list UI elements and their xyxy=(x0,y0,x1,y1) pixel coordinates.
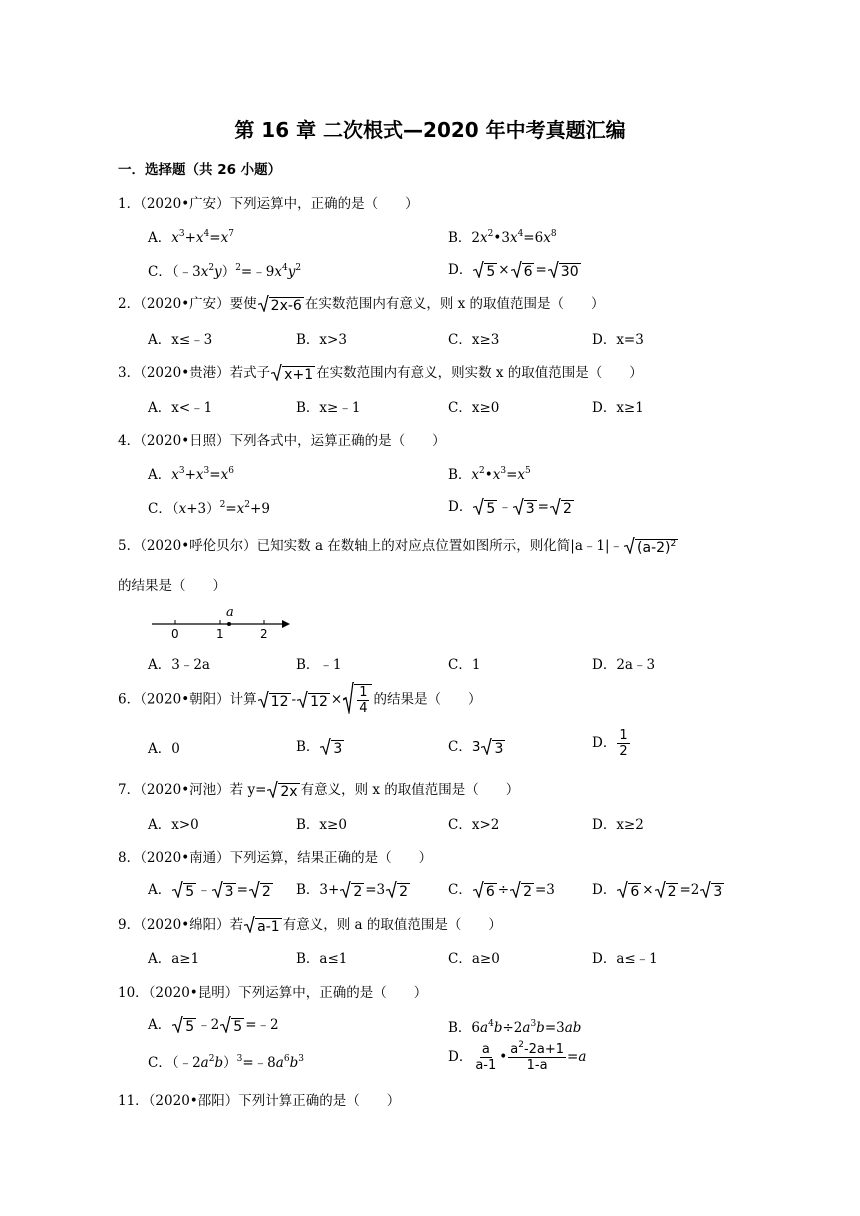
number-line-figure xyxy=(150,600,290,640)
question-6-stem: 6．（2020•朝阳）计算 12 - 12 × $\frac{1}{4}$ 的结果是（ ） xyxy=(118,684,481,716)
q2-option-a[interactable]: A．x≤﹣3 xyxy=(148,332,213,348)
q10-option-a[interactable]: A． 5 ﹣2 5 =﹣2 xyxy=(148,1017,279,1035)
question-5-stem: 5．（2020•呼伦贝尔）已知实数 a 在数轴上的对应点位置如图所示，则化简|a﹣1|﹣ $(a-2)^2$ xyxy=(118,538,677,556)
section-heading: 一．选择题（共 26 小题） xyxy=(118,162,282,178)
page-title: 第 16 章 二次根式—2020 年中考真题汇编 xyxy=(234,118,626,142)
q4-option-d[interactable]: D． 5 ﹣ 3 = 2 xyxy=(448,499,572,517)
q6-option-b[interactable]: B． 3 xyxy=(296,739,343,757)
q3-option-d[interactable]: D．x≥1 xyxy=(592,400,644,416)
numline-label-0: 0 xyxy=(171,627,179,640)
q7-option-b[interactable]: B．x≥0 xyxy=(296,817,347,833)
q9-option-b[interactable]: B．a≤1 xyxy=(296,951,348,967)
q8-option-c[interactable]: C． 6 ÷ 2 =3 xyxy=(448,882,555,900)
q3-option-c[interactable]: C．x≥0 xyxy=(448,400,500,416)
q2-option-c[interactable]: C．x≥3 xyxy=(448,332,500,348)
q6-option-a[interactable]: A．0 xyxy=(148,741,180,757)
q9-option-d[interactable]: D．a≤﹣1 xyxy=(592,951,658,967)
q4-option-c[interactable]: C．$(x+3)^2=x^2+9$ xyxy=(148,500,270,517)
q8-option-b[interactable]: B．3+ 2 =3 2 xyxy=(296,882,409,900)
q7-option-a[interactable]: A．x>0 xyxy=(148,817,199,833)
question-10-stem: 10．（2020•昆明）下列运算中，正确的是（ ） xyxy=(118,985,428,1001)
q10-option-c[interactable]: C．$(﹣2a^2b)^3=﹣8a^6b^3$ xyxy=(148,1054,304,1071)
q1-option-b[interactable]: B．$2x^2•3x^4=6x^8$ xyxy=(448,229,557,246)
question-2-stem: 2．（2020•广安）要使 2x-6 在实数范围内有意义，则 x 的取值范围是（ ） xyxy=(118,296,605,314)
q9-option-c[interactable]: C．a≥0 xyxy=(448,951,500,967)
numline-label-2: 2 xyxy=(260,627,268,640)
numline-label-a: a xyxy=(226,605,234,620)
q8-option-d[interactable]: D． 6 × 2 =2 3 xyxy=(592,882,723,900)
q2-option-d[interactable]: D．x=3 xyxy=(592,332,644,348)
question-11-stem: 11．（2020•邵阳）下列计算正确的是（ ） xyxy=(118,1093,401,1109)
q3-option-a[interactable]: A．x<﹣1 xyxy=(148,400,213,416)
q4-option-a[interactable]: A．$x^3+x^3=x^6$ xyxy=(148,466,234,483)
q4-option-b[interactable]: B．$x^2•x^3=x^5$ xyxy=(448,466,531,483)
q3-option-b[interactable]: B．x≥﹣1 xyxy=(296,400,361,416)
question-7-stem: 7．（2020•河池）若 y= 2x 有意义，则 x 的取值范围是（ ） xyxy=(118,782,520,800)
numline-label-1: 1 xyxy=(216,627,224,640)
q6-option-d[interactable]: D． $\frac{1}{2}$ xyxy=(592,728,628,759)
question-4-stem: 4．（2020•日照）下列各式中，运算正确的是（ ） xyxy=(118,433,446,449)
q1-option-a[interactable]: A．$x^3+x^4=x^7$ xyxy=(148,229,234,246)
q7-option-c[interactable]: C．x>2 xyxy=(448,817,500,833)
q10-option-d[interactable]: D． $\frac{a}{a-1}$ • $\frac{a^2-2a+1}{1-a}$ =a xyxy=(448,1040,587,1073)
q5-option-a[interactable]: A．3﹣2a xyxy=(148,657,210,673)
q7-option-d[interactable]: D．x≥2 xyxy=(592,817,644,833)
question-9-stem: 9．（2020•绵阳）若 a-1 有意义，则 a 的取值范围是（ ） xyxy=(118,917,502,935)
question-3-stem: 3．（2020•贵港）若式子 x+1 在实数范围内有意义，则实数 x 的取值范围是（ ） xyxy=(118,365,643,383)
q1-option-c[interactable]: C．$(﹣3x^2y)^2=﹣9x^4y^2$ xyxy=(148,263,302,280)
question-1-stem: 1．（2020•广安）下列运算中，正确的是（ ） xyxy=(118,196,419,212)
q5-option-c[interactable]: C．1 xyxy=(448,657,481,673)
question-8-stem: 8．（2020•南通）下列运算，结果正确的是（ ） xyxy=(118,850,433,866)
question-5-stem-line2: 的结果是（ ） xyxy=(118,578,226,594)
q8-option-a[interactable]: A． 5 ﹣ 3 = 2 xyxy=(148,882,271,900)
q9-option-a[interactable]: A．a≥1 xyxy=(148,951,200,967)
q10-option-b[interactable]: B．$6a^4b\div 2a^3b=3ab$ xyxy=(448,1019,582,1036)
q5-option-b[interactable]: B．﹣1 xyxy=(296,657,342,673)
q2-option-b[interactable]: B．x>3 xyxy=(296,332,347,348)
q5-option-d[interactable]: D．2a﹣3 xyxy=(592,657,656,673)
q1-option-d[interactable]: D． 5 × 6 = 30 xyxy=(448,262,579,280)
q6-option-c[interactable]: C．3 3 xyxy=(448,739,504,757)
